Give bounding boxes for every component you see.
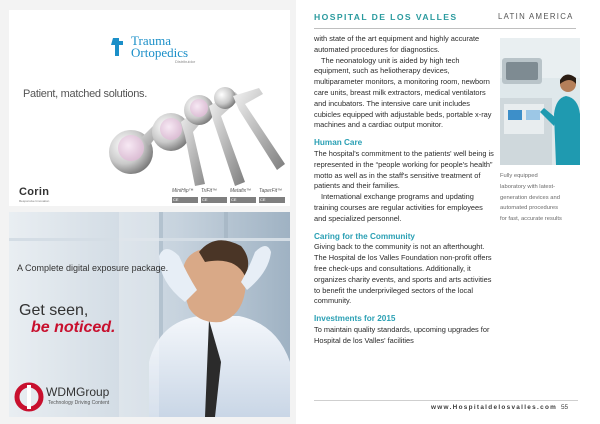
- product-name: TaperFit™: [259, 188, 283, 194]
- implants-tagline: Patient, matched solutions.: [23, 88, 147, 100]
- caption-line: automated procedures: [500, 205, 559, 212]
- product-item: [230, 188, 256, 206]
- product-list: [172, 188, 288, 206]
- wdm-headline: A Complete digital exposure package.: [17, 263, 169, 273]
- article-paragraph: International exchange programs and updating training courses are regular activities for employees and specialized personnel.: [314, 192, 483, 223]
- footer-website: www.Hospitaldelosvalles.com: [431, 404, 558, 411]
- product-name: Metafix™: [230, 188, 252, 194]
- product-item: [172, 188, 198, 206]
- bone-logo-icon: [109, 36, 127, 58]
- product-item: [201, 188, 227, 206]
- article-body: [314, 34, 494, 347]
- article-paragraph: The neonatology unit is aided by high tech equipment, such as heliotherapy devices, multiparameter monitors, a monitoring room, newborn care units, breast milk extractors, medical ventilators and incubators. The intensive care unit includes cubicles equipped with adjustable beds, portable x-ray machines and a cardiac output monitor.: [314, 55, 492, 130]
- header-divider: [314, 28, 576, 29]
- section-heading-human-care: Human Care: [314, 138, 363, 148]
- wdm-slogan-line-2: be noticed.: [31, 319, 116, 336]
- section-heading-community: Caring for the Community: [314, 231, 415, 241]
- corin-subtitle: Responsive Innovation: [19, 199, 50, 203]
- article-paragraph: To maintain quality standards, upcoming upgrades for Hospital de los Valles' facilities: [314, 324, 490, 345]
- laboratory-photo: [500, 38, 580, 165]
- caption-line: laboratory with latest-: [500, 183, 556, 190]
- wdm-company-name: WDMGroup: [46, 385, 110, 399]
- implants-advertisement: [9, 10, 290, 206]
- wdm-advertisement: [9, 212, 290, 417]
- trauma-ortopedics-logo: [109, 34, 229, 64]
- caption-line: generation devices and: [500, 194, 560, 201]
- product-badge: CE: [201, 197, 227, 203]
- product-item: [259, 188, 285, 206]
- header-hospital-name: HOSPITAL DE LOS VALLES: [314, 12, 458, 22]
- footer-divider: [314, 400, 578, 401]
- caption-line: Fully equipped: [500, 173, 538, 179]
- wdm-slogan-line-1: Get seen,: [19, 302, 89, 319]
- brand-line-2: Ortopedics: [131, 45, 189, 60]
- product-badge: CE: [172, 197, 198, 203]
- page-number: 55: [561, 404, 569, 411]
- article-paragraph: Giving back to the community is not an afterthought. The Hospital de los Valles Foundation non-profit offers free check-ups and consultations. Additionally, it organizes charity events, and sports and arts activities to benefit the underprivileged sectors of the local community.: [314, 242, 492, 306]
- article-paragraph: with state of the art equipment and highly accurate automated procedures for diagnostics.: [314, 34, 480, 54]
- header-region: LATIN AMERICA: [498, 12, 574, 21]
- brand-line-1: Trauma: [131, 33, 171, 48]
- hip-implants-image: [95, 74, 290, 200]
- brand-small-text: Distribuidor: [175, 59, 196, 64]
- wdm-group-logo: [14, 382, 144, 412]
- wdm-logo-icon: [14, 382, 44, 412]
- caption-line: for fast, accurate results: [500, 216, 562, 223]
- wdm-company-subtitle: Technology Driving Content: [48, 400, 110, 406]
- running-header: [314, 12, 578, 26]
- photo-caption: [500, 171, 582, 225]
- article-paragraph: The hospital's commitment to the patients' well being is represented in the “people working for people's health” motto as well as in the staff's sensitive treatment of patients and their families.: [314, 148, 494, 191]
- product-badge: CE: [230, 197, 256, 203]
- product-badge: CE: [259, 197, 285, 203]
- product-name: TriFit™: [201, 188, 218, 194]
- section-heading-investments: Investments for 2015: [314, 314, 396, 324]
- corin-logo: Corin: [19, 186, 50, 198]
- left-page: [0, 0, 296, 424]
- product-name: MiniHip™: [172, 188, 194, 194]
